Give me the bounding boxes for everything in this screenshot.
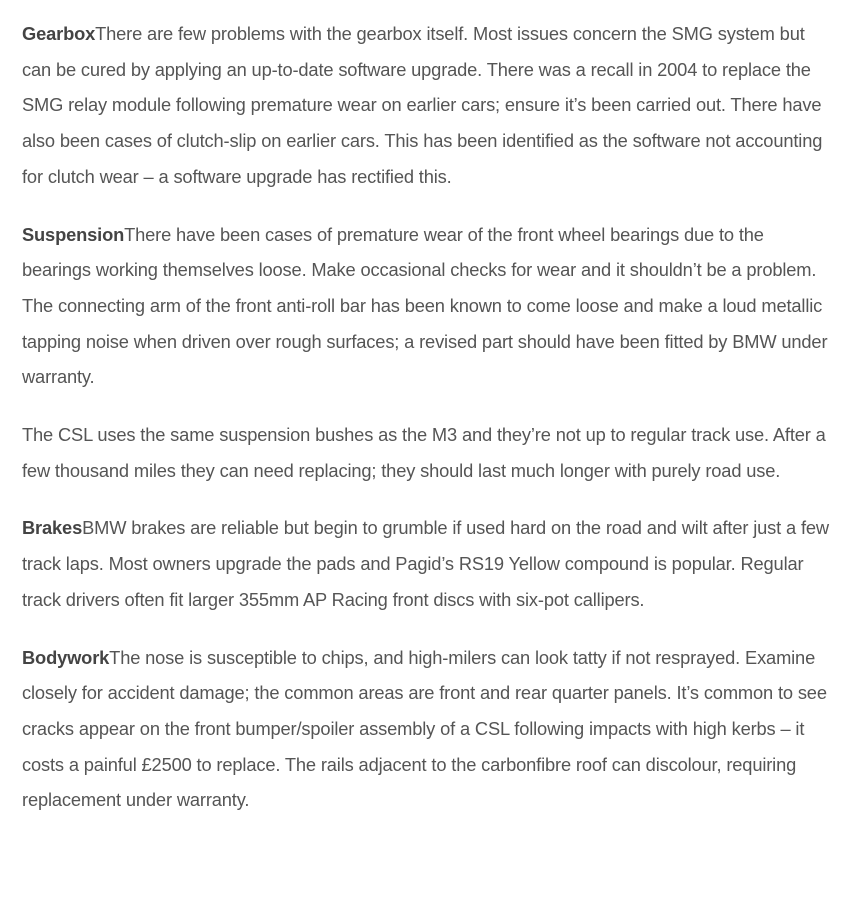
section-heading-brakes: Brakes — [22, 517, 83, 539]
section-text-brakes: BMW brakes are reliable but begin to grumble if used hard on the road and wilt after just a few track laps. Most owners upgrade the pads and Pagid’s RS19 Yellow compound is popular. Regular track drivers often fit larger 355mm AP Racing front discs with six-pot callipers. — [22, 517, 829, 610]
section-heading-gearbox: Gearbox — [22, 23, 96, 44]
section-bodywork — [22, 640, 833, 819]
section-text-suspension-bushes: The CSL uses the same suspension bushes as the M3 and they’re not up to regular track use. After a few thousand miles they can need replacing; they should last much longer with purely road use. — [22, 424, 826, 481]
section-text-bodywork: The nose is susceptible to chips, and high-milers can look tatty if not resprayed. Examine closely for accident damage; the common areas are front and rear quarter panels. It’s common to see cracks appear on the front bumper/spoiler assembly of a CSL following impacts with high kerbs – it costs a painful £2500 to replace. The rails adjacent to the carbonfibre roof can discolour, requiring replacement under warranty. — [22, 646, 827, 811]
section-suspension-bushes — [22, 417, 833, 488]
section-text-gearbox: There are few problems with the gearbox itself. Most issues concern the SMG system but can be cured by applying an up-to-date software upgrade. There was a recall in 2004 to replace the SMG relay module following premature wear on earlier cars; ensure it’s been carried out. There have also been cases of clutch-slip on earlier cars. This has been identified as the software not accounting for clutch wear – a software upgrade has rectified this. — [22, 23, 823, 187]
section-suspension — [22, 217, 833, 396]
section-brakes — [22, 510, 833, 617]
section-heading-suspension: Suspension — [22, 223, 125, 245]
section-heading-bodywork: Bodywork — [22, 646, 110, 668]
section-text-suspension: There have been cases of premature wear of the front wheel bearings due to the bearings working themselves loose. Make occasional checks for wear and it shouldn’t be a problem. The connecting arm of the front anti-roll bar has been known to come loose and make a loud metallic tapping noise when driven over rough surfaces; a revised part should have been fitted by BMW under warranty. — [22, 223, 828, 388]
section-gearbox — [22, 16, 833, 195]
